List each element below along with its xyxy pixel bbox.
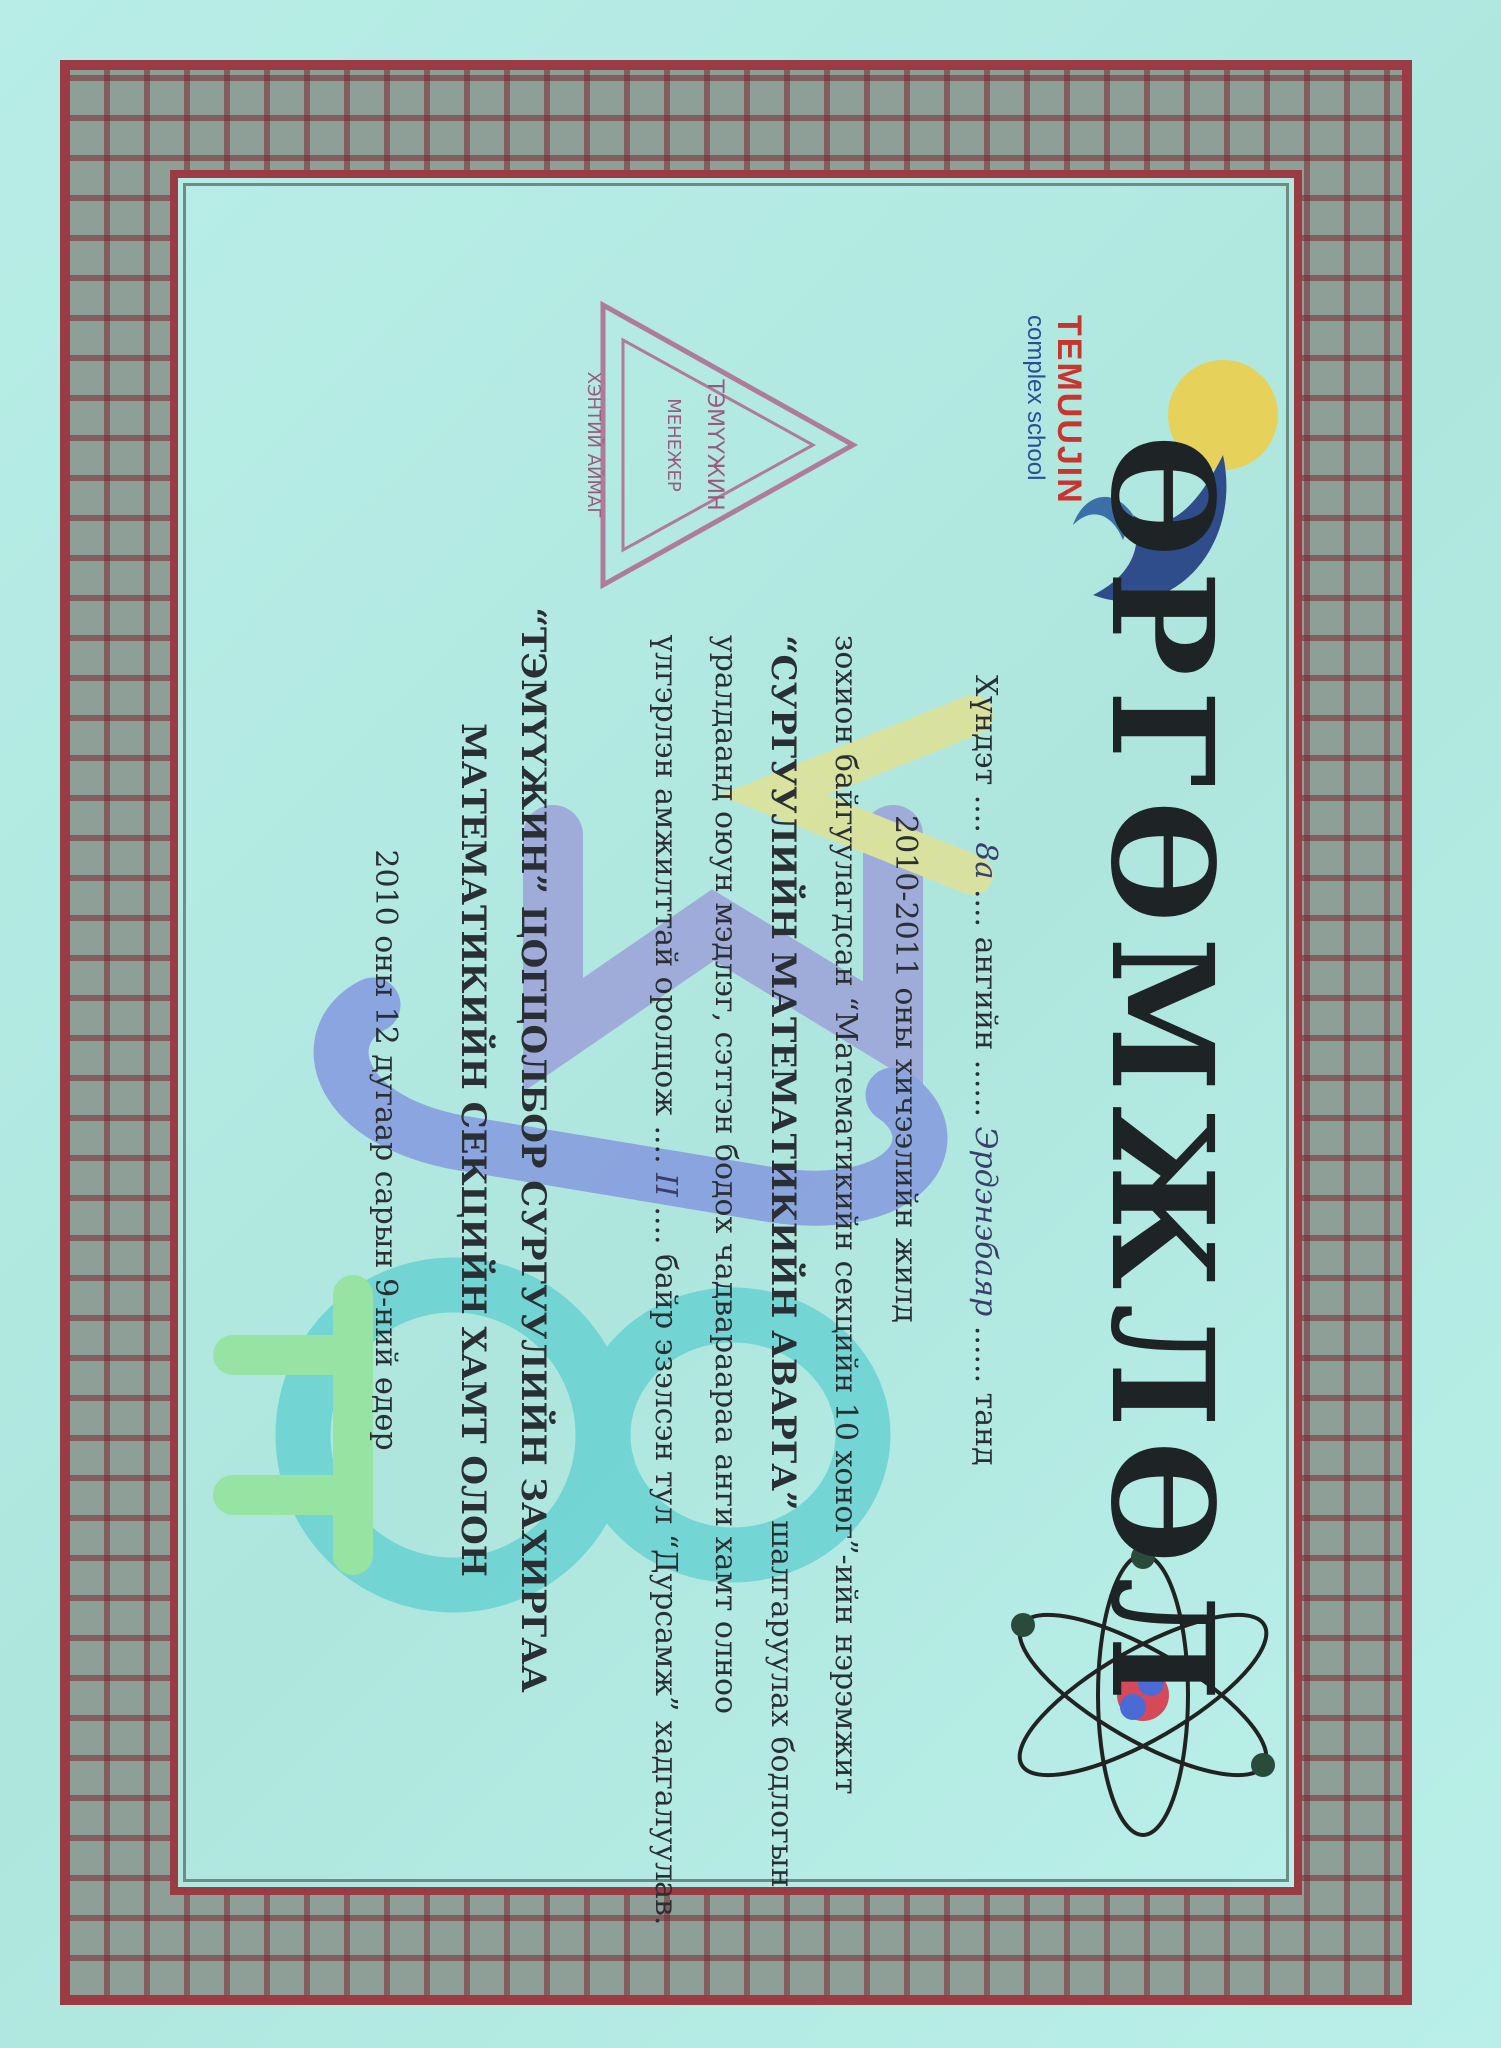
place-handwritten: II — [648, 1173, 683, 1197]
triangular-stamp — [573, 285, 873, 605]
honor-dots-3: ...... — [968, 1059, 1003, 1127]
honor-line — [968, 675, 1003, 1775]
signature-line-2: МАТЕМАТИКИЙН СЕКЦИЙН ХАМТ ОЛОН — [453, 723, 493, 1577]
v-symbol — [773, 715, 973, 875]
body-line-3: уралдаанд оюун мэдлэг, сэтгэн бодох чадвараараа анги хамт олноо — [708, 635, 743, 1715]
date-line: 2010 оны 12 дугаар сарын 9-ний өдөр — [368, 849, 403, 1451]
certificate-title: ӨРГӨМЖЛӨЛ — [1079, 434, 1243, 1716]
stamp-text-2: МЕНЕЖЕР — [663, 398, 684, 492]
logo-subtitle: complex school — [1022, 315, 1049, 481]
body-line-4-suffix: .... байр эзэлсэн тул “Дурсамж” хадгалуулав. — [648, 1206, 683, 1926]
certificate-content — [163, 255, 1303, 1926]
body-line-1: зохион байгуулагдсан “Математикийн секцийн 10 хоног”-ийн нэрэмжит — [828, 635, 863, 1795]
logo-text — [1021, 315, 1088, 505]
honor-mid: ангийн — [968, 936, 1003, 1051]
logo-brand: TEMUUJIN — [1050, 315, 1088, 505]
honor-dots-1: .... — [968, 794, 1003, 843]
honor-suffix: танд — [968, 1392, 1003, 1466]
competition-title: “СУРГУУЛИЙН МАТЕМАТИКИЙН АВАРГА” — [763, 635, 803, 1511]
year-line: 2010-2011 оны хичээлийн жилд — [888, 815, 923, 1323]
body-line-4-prefix: үлгэрлэн амжилттай оролцож .... — [648, 635, 683, 1164]
signature-line-1: “ТЭМҮҮЖИН” ЦОГЦОЛБОР СУРГУУЛИЙН ЗАХИРГАА — [513, 607, 553, 1693]
recipient-name-handwritten: Эрдэнэбаяр — [968, 1126, 1003, 1317]
stamp-text-1: ТЭМҮҮЖИН — [702, 379, 727, 511]
honor-prefix: Хүндэт — [968, 675, 1003, 786]
honor-dots-4: ...... — [968, 1325, 1003, 1393]
honor-dots-2: .... — [968, 888, 1003, 937]
body-line-4 — [648, 635, 683, 1926]
grade-handwritten: 8а — [968, 842, 1003, 880]
body-line-2-rest: шалгаруулах бодлогын — [764, 1520, 799, 1888]
body-line-2 — [763, 635, 803, 1888]
stamp-text-3: ХЭНТИЙ АЙМАГ — [583, 371, 604, 519]
